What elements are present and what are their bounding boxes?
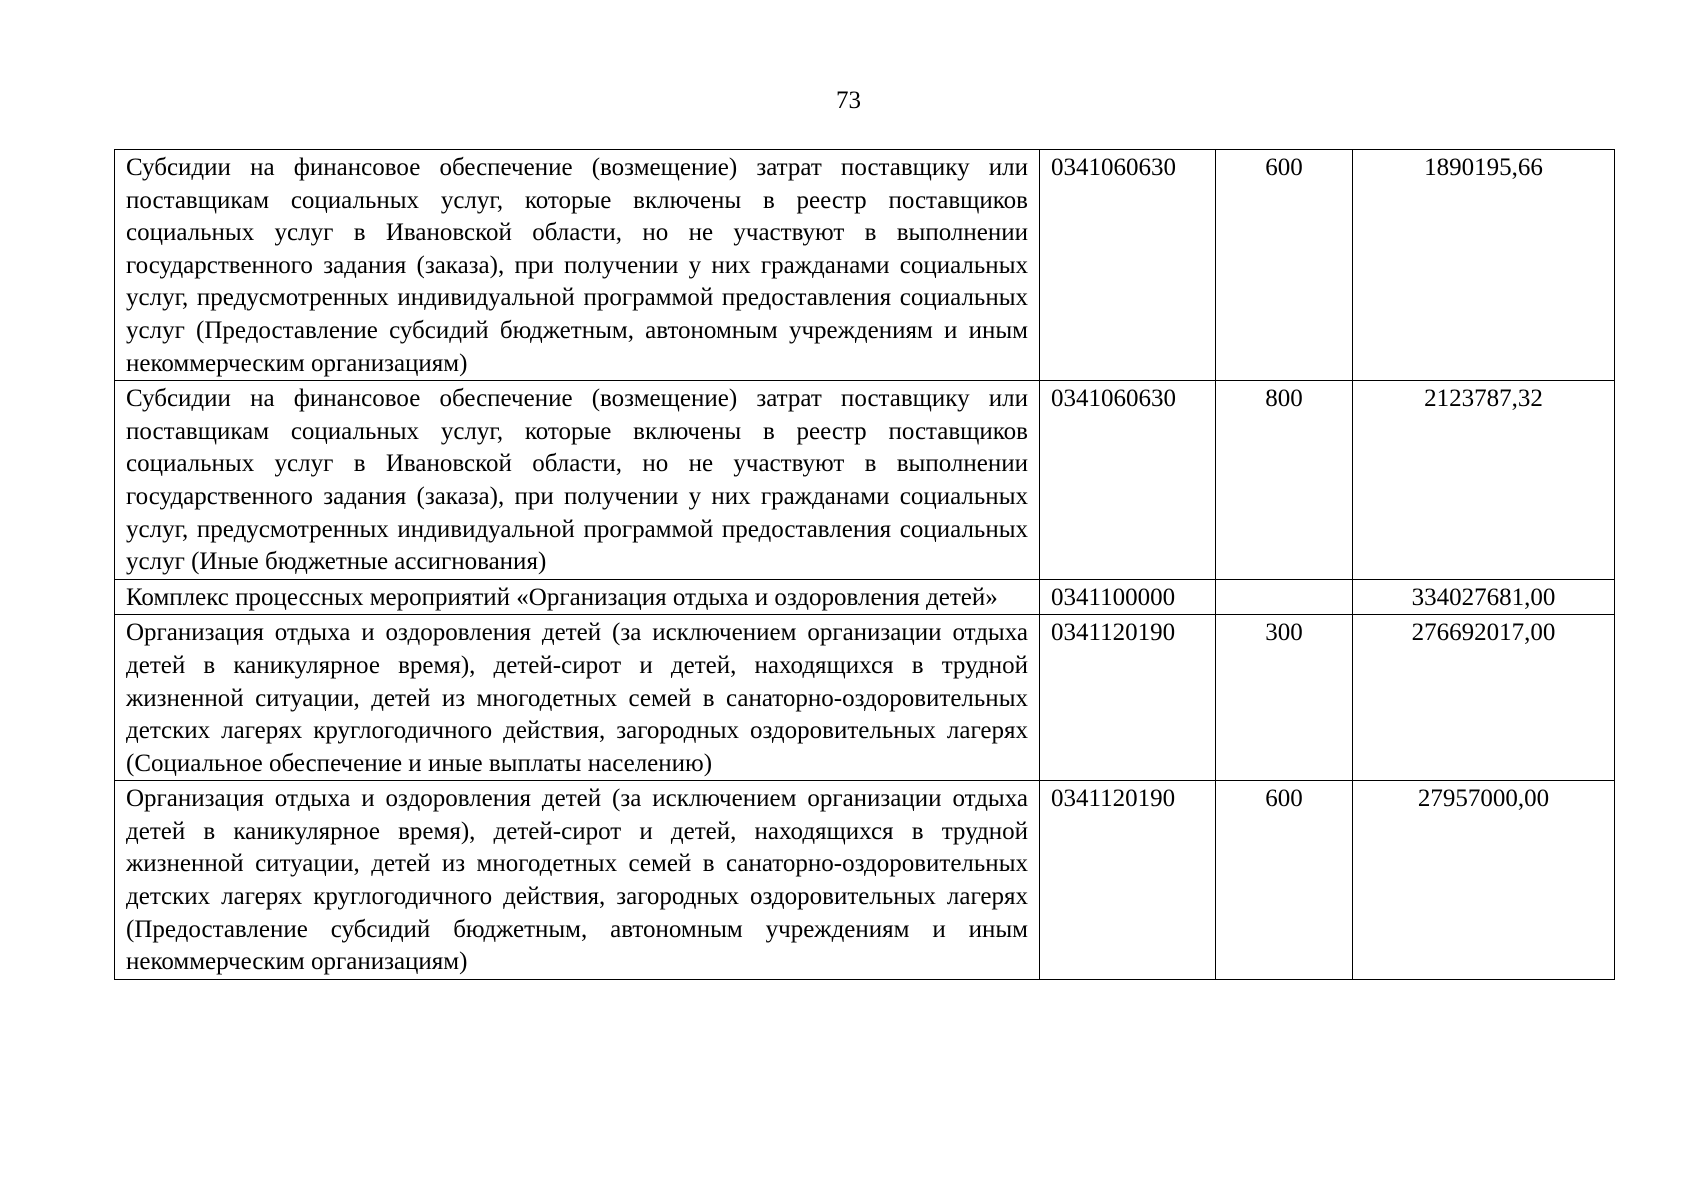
expense-type-cell: 600 xyxy=(1216,781,1353,980)
table-row xyxy=(115,579,1615,615)
target-code-cell: 0341060630 xyxy=(1040,381,1216,580)
table-row xyxy=(115,150,1615,381)
target-code-cell: 0341120190 xyxy=(1040,615,1216,781)
amount-cell: 334027681,00 xyxy=(1353,579,1615,615)
budget-table xyxy=(114,149,1615,980)
expense-name-cell: Субсидии на финансовое обеспечение (возмещение) затрат поставщику или поставщикам социальных услуг, которые включены в реестр поставщиков социальных услуг в Ивановской области, но не участвуют в выполнении государственного задания (заказа), при получении у них гражданами социальных услуг, предусмотренных индивидуальной программой предоставления социальных услуг (Иные бюджетные ассигнования) xyxy=(115,381,1040,580)
amount-cell: 2123787,32 xyxy=(1353,381,1615,580)
expense-type-cell: 600 xyxy=(1216,150,1353,381)
page-number: 73 xyxy=(836,87,861,114)
expense-name-cell: Комплекс процессных мероприятий «Организация отдыха и оздоровления детей» xyxy=(115,579,1040,615)
target-code-cell: 0341060630 xyxy=(1040,150,1216,381)
amount-cell: 27957000,00 xyxy=(1353,781,1615,980)
expense-type-cell: 800 xyxy=(1216,381,1353,580)
amount-cell: 276692017,00 xyxy=(1353,615,1615,781)
table-row xyxy=(115,781,1615,980)
table-row xyxy=(115,381,1615,580)
target-code-cell: 0341120190 xyxy=(1040,781,1216,980)
expense-name-cell: Организация отдыха и оздоровления детей (за исключением организации отдыха детей в каникулярное время), детей-сирот и детей, находящихся в трудной жизненной ситуации, детей из многодетных семей в санаторно-оздоровительных детских лагерях круглогодичного действия, загородных оздоровительных лагерях (Предоставление субсидий бюджетным, автономным учреждениям и иным некоммерческим организациям) xyxy=(115,781,1040,980)
expense-name-cell: Организация отдыха и оздоровления детей (за исключением организации отдыха детей в каникулярное время), детей-сирот и детей, находящихся в трудной жизненной ситуации, детей из многодетных семей в санаторно-оздоровительных детских лагерях круглогодичного действия, загородных оздоровительных лагерях (Социальное обеспечение и иные выплаты населению) xyxy=(115,615,1040,781)
expense-type-cell xyxy=(1216,579,1353,615)
table-row xyxy=(115,615,1615,781)
expense-name-cell: Субсидии на финансовое обеспечение (возмещение) затрат поставщику или поставщикам социальных услуг, которые включены в реестр поставщиков социальных услуг в Ивановской области, но не участвуют в выполнении государственного задания (заказа), при получении у них гражданами социальных услуг, предусмотренных индивидуальной программой предоставления социальных услуг (Предоставление субсидий бюджетным, автономным учреждениям и иным некоммерческим организациям) xyxy=(115,150,1040,381)
target-code-cell: 0341100000 xyxy=(1040,579,1216,615)
amount-cell: 1890195,66 xyxy=(1353,150,1615,381)
expense-type-cell: 300 xyxy=(1216,615,1353,781)
